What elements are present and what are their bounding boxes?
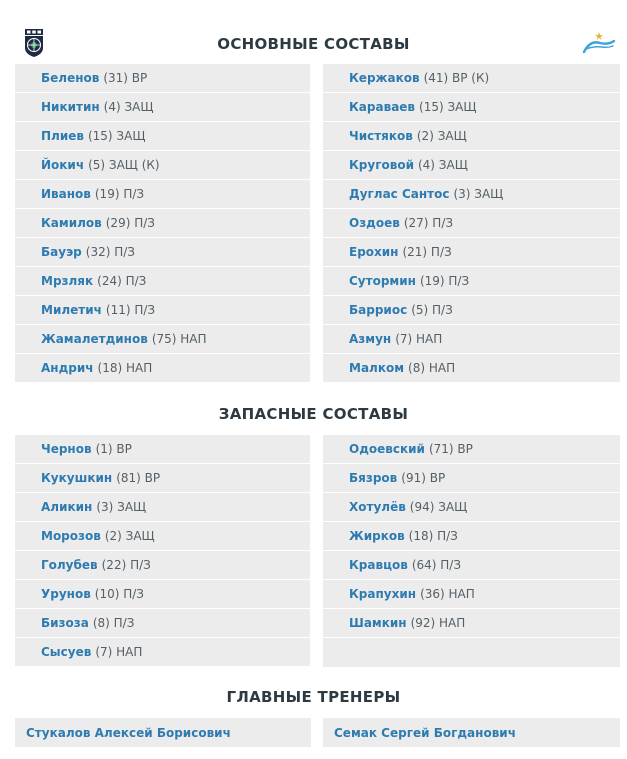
player-number-position: (81) ВР: [116, 471, 161, 485]
player-row: [15, 122, 310, 151]
player-row: [323, 325, 620, 354]
away-subs-list: [323, 435, 620, 667]
player-row: [15, 464, 310, 493]
player-row: [323, 354, 620, 383]
player-row: [323, 64, 620, 93]
player-name-link[interactable]: Бязров: [349, 471, 398, 485]
player-number-position: (3) ЗАЩ: [453, 187, 504, 201]
player-row: [15, 93, 310, 122]
player-number-position: (19) П/З: [94, 187, 145, 201]
player-row: [323, 238, 620, 267]
player-number-position: (3) ЗАЩ: [96, 500, 147, 514]
player-row: [15, 325, 310, 354]
starting-lineups-title: ОСНОВНЫЕ СОСТАВЫ: [217, 35, 410, 53]
player-number-position: (22) П/З: [101, 558, 151, 572]
player-name-link[interactable]: Круговой: [349, 158, 414, 172]
player-name-link[interactable]: Беленов: [41, 71, 100, 85]
player-number-position: (5) П/З: [411, 303, 453, 317]
player-number-position: (7) НАП: [95, 645, 143, 659]
player-row: [15, 580, 310, 609]
player-name-link[interactable]: Дуглас Сантос: [349, 187, 450, 201]
player-number-position: (5) ЗАЩ (К): [88, 158, 160, 172]
player-name-link[interactable]: Караваев: [349, 100, 416, 114]
player-row: [323, 609, 620, 638]
substitutes-title: ЗАПАСНЫЕ СОСТАВЫ: [218, 405, 409, 423]
player-row: [323, 435, 620, 464]
player-row: [15, 638, 310, 667]
player-row: [15, 435, 310, 464]
player-row: [323, 551, 620, 580]
player-name-link[interactable]: Андрич: [41, 361, 94, 375]
player-name-link[interactable]: Чистяков: [349, 129, 413, 143]
player-name-link[interactable]: Никитин: [41, 100, 100, 114]
player-row: [323, 296, 620, 325]
player-name-link[interactable]: Йокич: [41, 158, 85, 172]
player-row: [323, 209, 620, 238]
player-number-position: (91) ВР: [401, 471, 446, 485]
player-number-position: (36) НАП: [420, 587, 475, 601]
player-name-link[interactable]: Кравцов: [349, 558, 408, 572]
player-name-link[interactable]: Жамалетдинов: [41, 332, 148, 346]
away-coach-link[interactable]: Семак Сергей Богданович: [323, 718, 620, 747]
player-row: [323, 464, 620, 493]
player-name-link[interactable]: Азмун: [349, 332, 392, 346]
player-row: [15, 151, 310, 180]
player-number-position: (10) П/З: [94, 587, 145, 601]
player-number-position: (18) П/З: [408, 529, 458, 543]
player-number-position: (4) ЗАЩ: [103, 100, 154, 114]
player-number-position: (4) ЗАЩ: [417, 158, 468, 172]
player-number-position: (7) НАП: [395, 332, 443, 346]
player-number-position: (21) П/З: [402, 245, 452, 259]
player-row: [15, 522, 310, 551]
player-number-position: (32) П/З: [85, 245, 135, 259]
player-name-link[interactable]: Плиев: [41, 129, 84, 143]
player-number-position: (27) П/З: [403, 216, 454, 230]
player-name-link[interactable]: Чернов: [41, 442, 92, 456]
player-row: [15, 209, 310, 238]
player-name-link[interactable]: Оздоев: [349, 216, 400, 230]
player-name-link[interactable]: Одоевский: [349, 442, 425, 456]
player-name-link[interactable]: Сутормин: [349, 274, 416, 288]
player-row: [323, 580, 620, 609]
player-row: [323, 151, 620, 180]
player-row: [323, 93, 620, 122]
player-name-link[interactable]: Крапухин: [349, 587, 417, 601]
player-number-position: (29) П/З: [105, 216, 155, 230]
away-starting-list: [323, 64, 620, 383]
player-number-position: (15) ЗАЩ: [87, 129, 146, 143]
player-name-link[interactable]: Бизоза: [41, 616, 89, 630]
player-name-link[interactable]: Шамкин: [349, 616, 407, 630]
player-name-link[interactable]: Мрзляк: [41, 274, 94, 288]
player-name-link[interactable]: Кержаков: [349, 71, 420, 85]
player-name-link[interactable]: Урунов: [41, 587, 91, 601]
player-name-link[interactable]: Хотулёв: [349, 500, 406, 514]
player-row: [323, 493, 620, 522]
player-number-position: (31) ВР: [103, 71, 148, 85]
player-number-position: (2) ЗАЩ: [104, 529, 155, 543]
player-name-link[interactable]: Аликин: [41, 500, 93, 514]
player-number-position: (92) НАП: [410, 616, 466, 630]
player-number-position: (71) ВР: [428, 442, 473, 456]
player-number-position: (1) ВР: [95, 442, 132, 456]
player-number-position: (24) П/З: [97, 274, 147, 288]
player-number-position: (8) П/З: [92, 616, 135, 630]
player-number-position: (18) НАП: [97, 361, 153, 375]
player-number-position: (11) П/З: [105, 303, 156, 317]
player-number-position: (41) ВР (К): [423, 71, 490, 85]
player-name-link[interactable]: Ерохин: [349, 245, 399, 259]
player-row: [323, 122, 620, 151]
player-row: [323, 267, 620, 296]
player-number-position: (8) НАП: [408, 361, 456, 375]
player-name-link[interactable]: Бауэр: [41, 245, 82, 259]
player-row: [15, 551, 310, 580]
player-number-position: (19) П/З: [419, 274, 470, 288]
home-subs-list: [15, 435, 310, 667]
player-number-position: (94) ЗАЩ: [409, 500, 468, 514]
coaches-title: ГЛАВНЫЕ ТРЕНЕРЫ: [226, 688, 401, 706]
player-row: [15, 267, 310, 296]
player-row: [323, 522, 620, 551]
player-row: [15, 609, 310, 638]
player-number-position: (15) ЗАЩ: [419, 100, 477, 114]
player-name-link[interactable]: Сысуев: [41, 645, 92, 659]
player-name-link[interactable]: Барриос: [349, 303, 408, 317]
player-name-link[interactable]: Морозов: [41, 529, 101, 543]
player-number-position: (75) НАП: [151, 332, 207, 346]
player-row: [15, 180, 310, 209]
player-row: [15, 238, 310, 267]
player-row: [15, 493, 310, 522]
player-name-link[interactable]: Иванов: [41, 187, 91, 201]
player-name-link[interactable]: Малком: [349, 361, 405, 375]
home-coach-link[interactable]: Стукалов Алексей Борисович: [15, 718, 311, 747]
player-name-link[interactable]: Голубев: [41, 558, 98, 572]
player-name-link[interactable]: Милетич: [41, 303, 102, 317]
home-starting-list: [15, 64, 310, 383]
player-name-link[interactable]: Жирков: [349, 529, 405, 543]
player-row: [15, 296, 310, 325]
player-row: [15, 64, 310, 93]
player-number-position: (64) П/З: [411, 558, 462, 572]
player-row: [15, 354, 310, 383]
player-number-position: (2) ЗАЩ: [416, 129, 467, 143]
player-name-link[interactable]: Кукушкин: [41, 471, 113, 485]
player-row: [323, 180, 620, 209]
player-name-link[interactable]: Камилов: [41, 216, 102, 230]
